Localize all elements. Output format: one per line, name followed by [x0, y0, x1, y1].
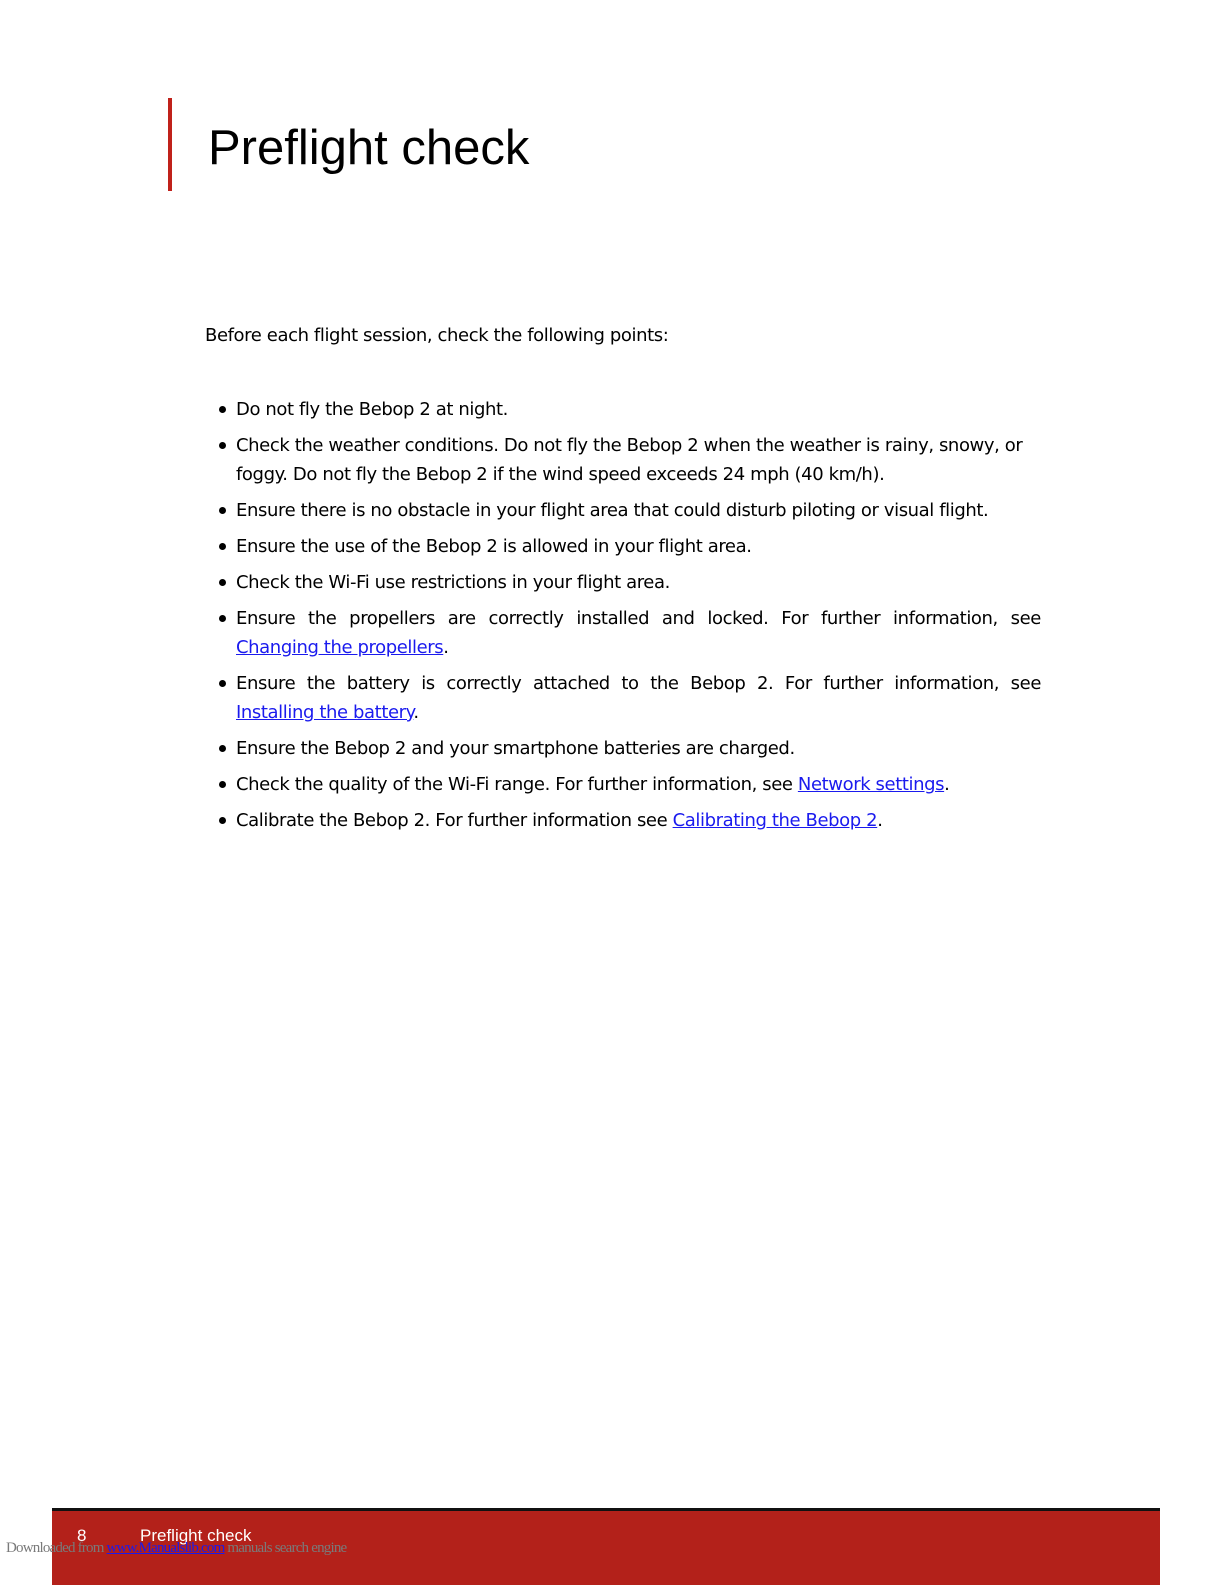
- list-item-punctuation: .: [443, 637, 449, 658]
- bullet-icon: [219, 781, 226, 788]
- list-item-text: Ensure the battery is correctly attached to the Bebop 2. For further information, see: [236, 673, 1041, 694]
- page-title: Preflight check: [208, 121, 530, 175]
- list-item-text: Do not fly the Bebop 2 at night.: [236, 399, 508, 420]
- footer-section-title: Preflight check: [140, 1526, 252, 1545]
- list-item-text: Ensure the use of the Bebop 2 is allowed in your flight area.: [236, 536, 752, 557]
- watermark-prefix: Downloaded from: [6, 1540, 107, 1556]
- bullet-icon: [219, 406, 226, 413]
- list-item-text: Ensure the propellers are correctly installed and locked. For further information, see: [236, 608, 1041, 629]
- list-item-text: Ensure there is no obstacle in your flight area that could disturb piloting or visual flight.: [236, 500, 989, 521]
- bullet-icon: [219, 680, 226, 687]
- intro-text: Before each flight session, check the following points:: [205, 325, 669, 346]
- link-calibrating-bebop[interactable]: Calibrating the Bebop 2: [672, 810, 878, 831]
- list-item: [205, 604, 1041, 662]
- bullet-icon: [219, 579, 226, 586]
- list-item: [205, 395, 1041, 424]
- bullet-icon: [219, 745, 226, 752]
- link-changing-propellers[interactable]: Changing the propellers: [236, 637, 444, 658]
- preflight-checklist: [205, 395, 1041, 842]
- list-item: [205, 734, 1041, 763]
- list-item: [205, 532, 1041, 561]
- list-item-text: Check the weather conditions. Do not fly the Bebop 2 when the weather is rainy, snowy, or foggy. Do not fly the Bebop 2 if the wind speed exceeds 24 mph (40 km/h).: [236, 435, 1023, 485]
- link-network-settings[interactable]: Network settings: [797, 774, 945, 795]
- list-item: [205, 770, 1041, 799]
- list-item-text: Calibrate the Bebop 2. For further information see: [236, 810, 673, 831]
- bullet-icon: [219, 817, 226, 824]
- list-item-text: Check the quality of the Wi-Fi range. For further information, see: [236, 774, 798, 795]
- watermark-suffix: manuals search engine: [224, 1540, 347, 1556]
- watermark-link[interactable]: www.Manualslib.com: [106, 1540, 225, 1556]
- list-item: [205, 806, 1041, 835]
- list-item-text: Check the Wi-Fi use restrictions in your flight area.: [236, 572, 670, 593]
- bullet-icon: [219, 507, 226, 514]
- list-item-punctuation: .: [413, 702, 419, 723]
- link-installing-battery[interactable]: Installing the battery: [236, 702, 414, 723]
- list-item-text: Ensure the Bebop 2 and your smartphone batteries are charged.: [236, 738, 795, 759]
- list-item: [205, 568, 1041, 597]
- list-item: [205, 431, 1041, 489]
- page-number: 8: [77, 1526, 87, 1545]
- list-item: [205, 669, 1041, 727]
- bullet-icon: [219, 442, 226, 449]
- list-item-punctuation: .: [944, 774, 950, 795]
- download-watermark: [6, 1540, 346, 1557]
- bullet-icon: [219, 615, 226, 622]
- list-item: [205, 496, 1041, 525]
- title-accent-bar: [168, 98, 172, 191]
- bullet-icon: [219, 543, 226, 550]
- list-item-punctuation: .: [877, 810, 883, 831]
